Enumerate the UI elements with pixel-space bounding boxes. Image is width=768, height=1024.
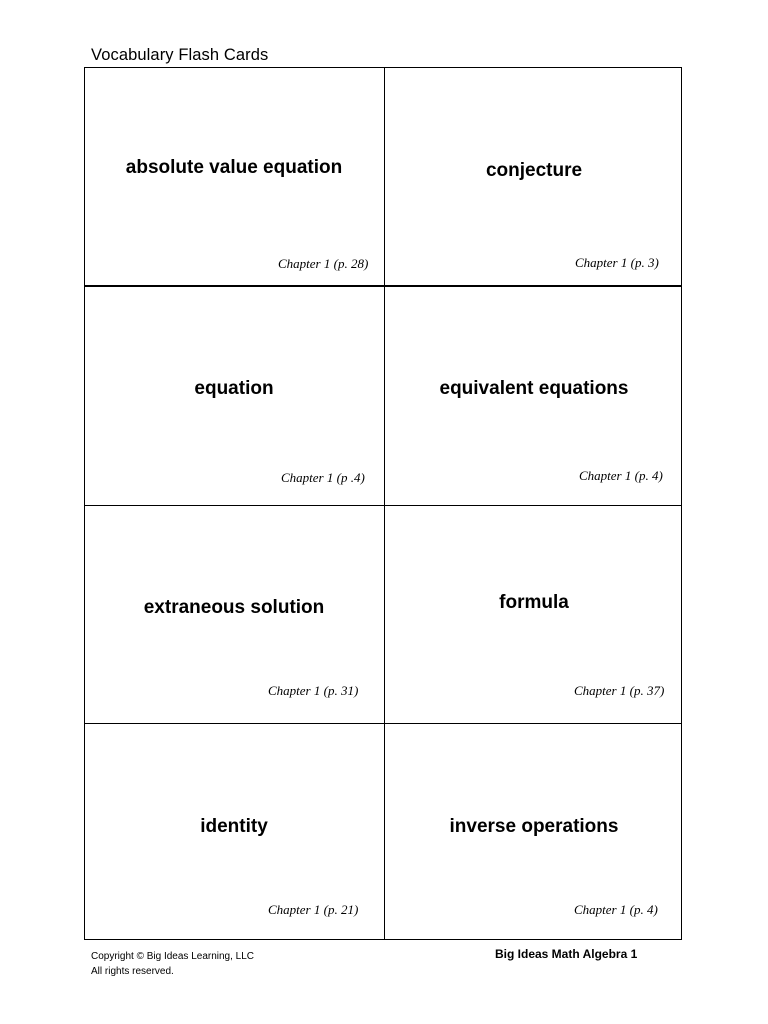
- flash-card-absolute-value-equation: [85, 68, 383, 285]
- card-reference: Chapter 1 (p. 37): [574, 683, 665, 698]
- card-reference: Chapter 1 (p. 28): [278, 256, 369, 271]
- rights-line: All rights reserved.: [91, 966, 174, 977]
- card-reference: Chapter 1 (p. 31): [268, 683, 359, 698]
- card-reference: Chapter 1 (p. 21): [268, 902, 359, 917]
- flash-card-equation: [85, 287, 383, 504]
- flash-card-conjecture: [385, 68, 683, 285]
- card-term: equivalent equations: [439, 378, 629, 399]
- card-term: equation: [194, 378, 274, 399]
- flash-card-identity: [85, 724, 383, 941]
- flash-card-formula: [385, 506, 683, 723]
- book-title: Big Ideas Math Algebra 1: [495, 947, 638, 961]
- card-term: inverse operations: [449, 816, 619, 837]
- card-term: extraneous solution: [143, 597, 325, 618]
- flash-card-inverse-operations: [385, 724, 683, 941]
- page-title: Vocabulary Flash Cards: [91, 46, 269, 64]
- card-term: absolute value equation: [125, 157, 343, 178]
- flash-card-grid: [84, 67, 682, 940]
- flash-card-equivalent-equations: [385, 287, 683, 504]
- card-reference: Chapter 1 (p. 3): [575, 255, 659, 270]
- card-term: conjecture: [485, 160, 583, 181]
- card-reference: Chapter 1 (p. 4): [574, 902, 658, 917]
- card-reference: Chapter 1 (p .4): [281, 470, 365, 485]
- copyright-line: Copyright © Big Ideas Learning, LLC: [91, 951, 255, 962]
- flash-card-extraneous-solution: [85, 506, 383, 723]
- copyright-notice: [91, 949, 254, 979]
- card-term: formula: [499, 592, 569, 613]
- card-reference: Chapter 1 (p. 4): [579, 468, 663, 483]
- card-term: identity: [200, 816, 268, 837]
